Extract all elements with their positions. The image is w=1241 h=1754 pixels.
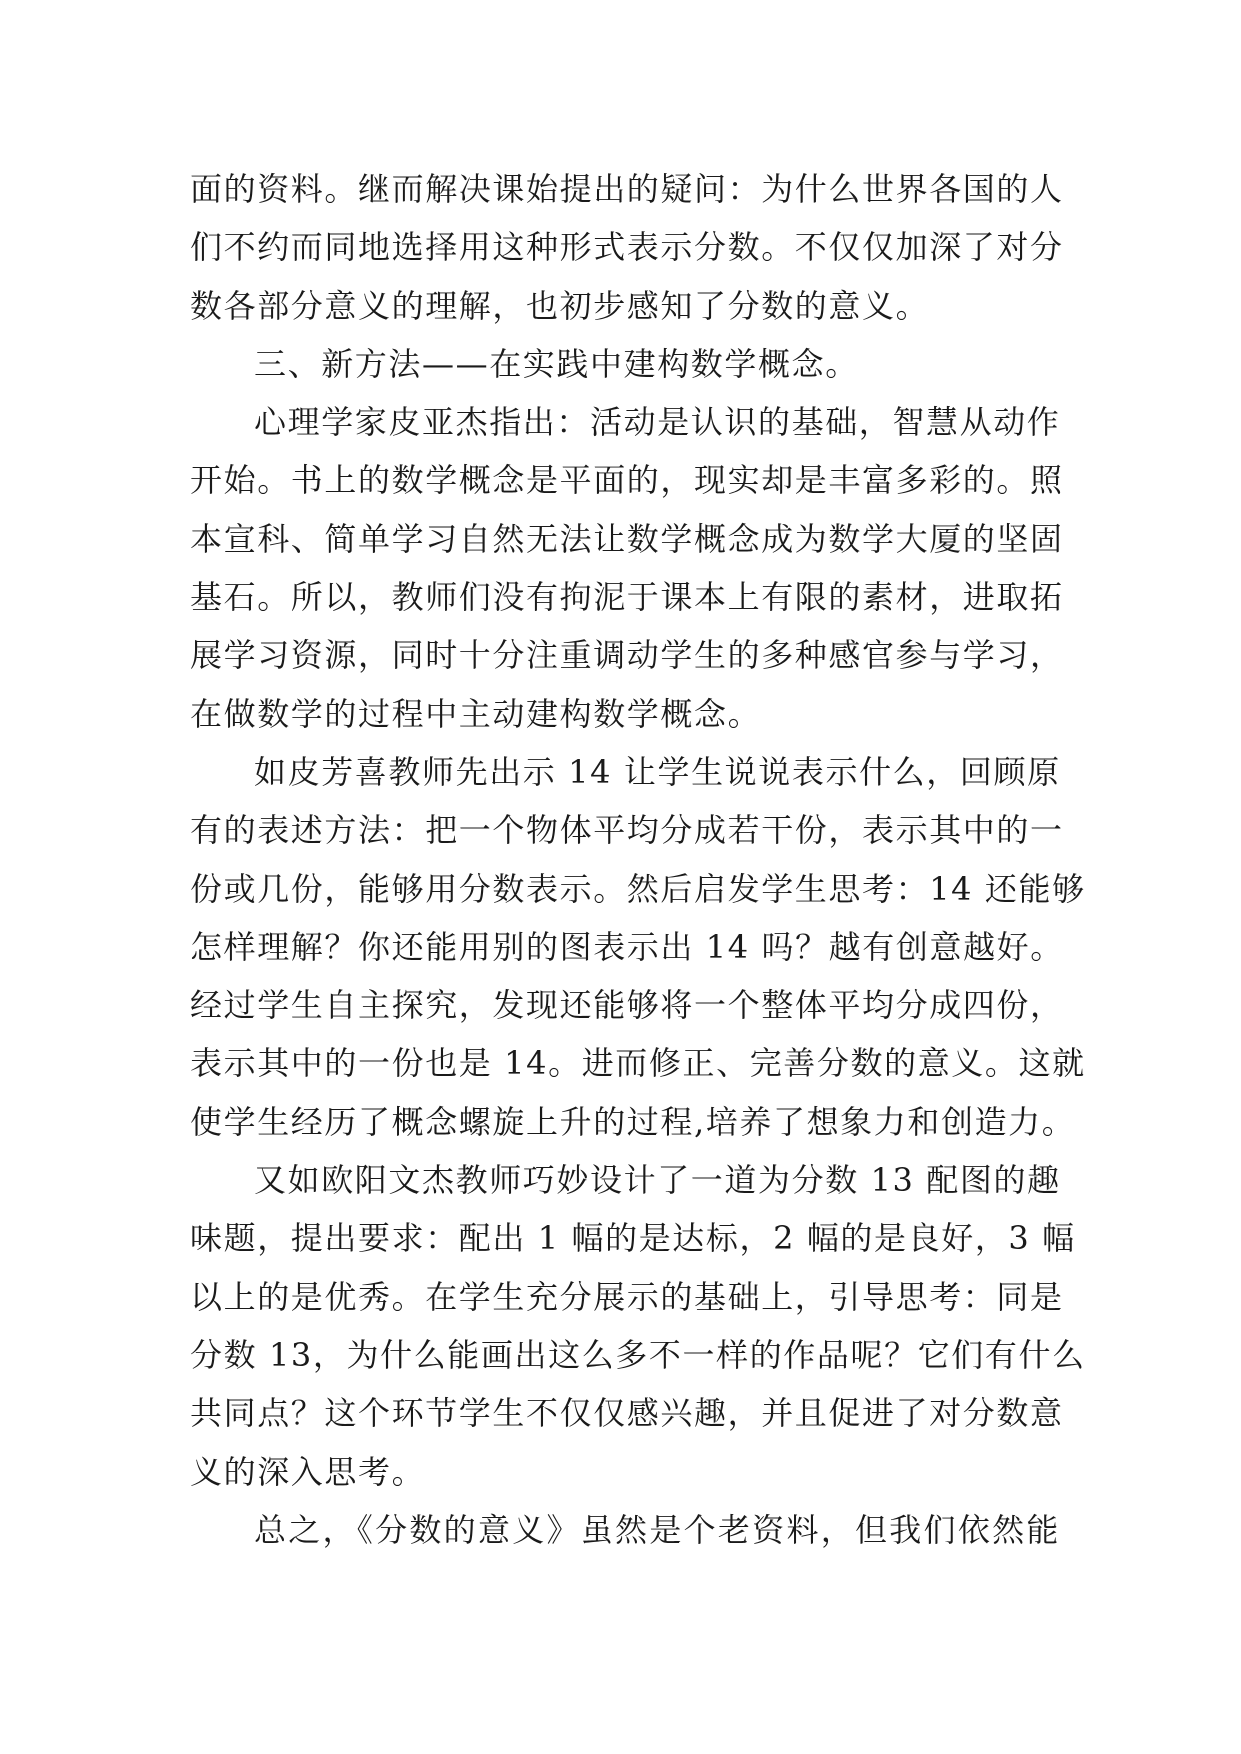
text-line: 在做数学的过程中主动建构数学概念。 — [190, 694, 762, 733]
text-line: 面的资料。继而解决课始提出的疑问：为什么世界各国的人 — [190, 170, 1064, 208]
text-line: 怎样理解？你还能用别的图表示出 14 吗？越有创意越好。 — [190, 927, 1064, 966]
text-line: 分数 13，为什么能画出这么多不一样的作品呢？它们有什么 — [190, 1335, 1086, 1374]
text-line: 味题，提出要求：配出 1 幅的是达标，2 幅的是良好，3 幅 — [190, 1219, 1076, 1258]
text-line: 三、新方法——在实践中建构数学概念。 — [254, 344, 859, 383]
text-line: 共同点？这个环节学生不仅仅感兴趣，并且促进了对分数意 — [190, 1394, 1064, 1433]
text-line: 开始。书上的数学概念是平面的，现实却是丰富多彩的。照 — [190, 461, 1064, 500]
text-line: 基石。所以，教师们没有拘泥于课本上有限的素材，进取拓 — [190, 578, 1064, 617]
text-line: 如皮芳喜教师先出示 14 让学生说说表示什么，回顾原 — [254, 752, 1061, 791]
text-line: 本宣科、简单学习自然无法让数学概念成为数学大厦的坚固 — [190, 519, 1064, 558]
text-line: 义的深入思考。 — [190, 1452, 426, 1491]
body-text — [190, 160, 1086, 1559]
text-line: 份或几份，能够用分数表示。然后启发学生思考：14 还能够 — [190, 869, 1086, 908]
text-line: 表示其中的一份也是 14。进而修正、完善分数的意义。这就 — [190, 1044, 1086, 1083]
text-line: 展学习资源，同时十分注重调动学生的多种感官参与学习， — [190, 636, 1064, 675]
text-line: 心理学家皮亚杰指出：活动是认识的基础，智慧从动作 — [254, 403, 1061, 442]
text-line: 使学生经历了概念螺旋上升的过程,培养了想象力和创造力。 — [190, 1102, 1076, 1141]
text-line: 经过学生自主探究，发现还能够将一个整体平均分成四份， — [190, 986, 1064, 1025]
text-line: 数各部分意义的理解，也初步感知了分数的意义。 — [190, 286, 930, 325]
text-line: 们不约而同地选择用这种形式表示分数。不仅仅加深了对分 — [190, 228, 1064, 267]
text-line: 总之，《分数的意义》虽然是个老资料，但我们依然能 — [254, 1510, 1060, 1549]
text-line: 以上的是优秀。在学生充分展示的基础上，引导思考：同是 — [190, 1277, 1064, 1316]
text-line: 有的表述方法：把一个物体平均分成若干份，表示其中的一 — [190, 811, 1064, 850]
text-line: 又如欧阳文杰教师巧妙设计了一道为分数 13 配图的趣 — [254, 1161, 1061, 1200]
